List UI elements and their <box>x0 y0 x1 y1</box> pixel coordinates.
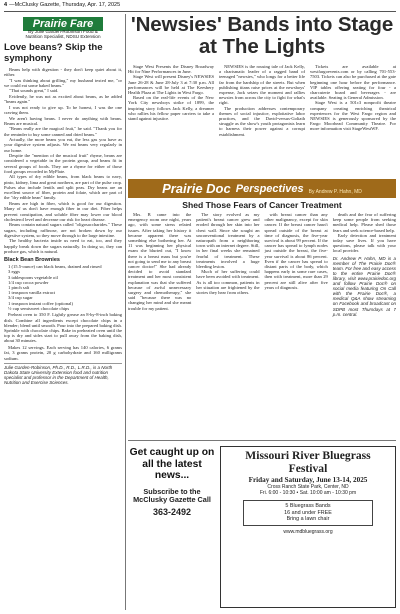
ad-highlights-box <box>243 500 373 526</box>
prairie-fare-headline: Love beans? Skip the symphony <box>4 41 103 64</box>
prairie-doc-logo: Prairie Doc <box>162 181 231 196</box>
prairie-fare-logo: Prairie Fare <box>4 14 122 28</box>
paper-dateline: —McClusky Gazette, Thursday, Apr. 17, 2025 <box>9 2 121 8</box>
ad-dates: Friday and Saturday, June 13-14, 2025 <box>248 476 368 484</box>
prairie-doc-banner <box>128 179 396 198</box>
article-column: Tickets are available at westfargoevents.com or by calling 701-553-7503. Tickets can also be purchased at the gate beginning one hour before the performance. VIP tables offering seating for four - a charcuterie board and beverages - are available. Seating is General Admission. Stage West is a 501c3 nonprofit theatre company creating enriching theatrical experiences for the West Fargo region and NEWSIES is generously sponsored by the Fargo Moorhead Community Theatre. For more information visit StageWestWF. <box>310 64 396 132</box>
column-divider <box>125 14 126 610</box>
article-column: Stage West Presents the Disney Broadway Hit for Nine Performances in June. Stage West will present Disney's NEWSIES June 26-28 & June 28-July 3 at 7:30 p.m. All performances will be held at The Keesbery Health Plaza at The Lights in West Fargo. Based on the real-life events of the New York City newsboys strike of 1899, the inspiring story follows Jack Kelly, a dreamer who rallies his fellow paper carriers to take a stand against injustice. <box>128 64 214 122</box>
article-column: death and the fear of suffering keep some people from seeking medical help. Please shed those fears and seek science-based help. Early detection and treatment today save lives. If you have questions, please talk with your local provider. Dr. Andrew P. Hahn, MD is a member of The Prairie Doc® team. For free and easy access to the entire Prairie Doc® library, visit www.prairiedoc.org and follow Prairie Doc® on social media featuring On Call with the Prairie Doc®, a medical Q&A show streaming on Facebook and broadcast on SDPB most Thursdays at 7 p.m. central. <box>332 212 396 317</box>
newsies-headline: 'Newsies' Bands into Stage at The Lights <box>130 13 394 58</box>
ad-website-link[interactable]: www.mdbluegrass.org <box>283 528 333 535</box>
page-header <box>4 2 396 12</box>
section-divider <box>128 440 396 441</box>
promo-subscribe-text: Subscribe to the McClusky Gazette Call <box>133 486 211 505</box>
recipe <box>4 264 122 361</box>
subscribe-promo <box>128 447 216 607</box>
recipe-ingredient: 3/4 cup sugar <box>8 295 33 301</box>
prairie-doc-headline: Shed Those Fears of Cancer Treatment <box>182 200 342 210</box>
newsies-article-body <box>128 64 396 179</box>
promo-phone: 363-2492 <box>152 506 192 517</box>
prairie-doc-logo-suffix: Perspectives <box>235 182 304 195</box>
recipe-title: Black Bean Brownies <box>4 257 60 264</box>
prairie-doc-byline: By Andrew P. Hahn, MD <box>308 188 362 195</box>
recipe-yield: Makes 12 servings. Each serving has 140 calories, 6 grams fat, 3 grams protein, 20 g carbohydrate and 160 milligrams sodium. <box>4 345 122 361</box>
recipe-ingredient: ½ cup semisweet chocolate chips <box>8 305 70 311</box>
prairie-doc-body <box>128 212 396 438</box>
ad-times: Fri. 6:00 - 10:30 • Sat. 10:00 am - 10:30 pm <box>259 490 357 496</box>
newsies-headline-block <box>128 14 396 58</box>
recipe-ingredient: 1 pinch salt <box>8 284 30 290</box>
prairie-doc-author-bio: Dr. Andrew P. Hahn, MD is a member of The Prairie Doc® team. For free and easy access to the entire Prairie Doc® library, visit www.prairiedoc.org and follow Prairie Doc® on social media featuring On Call with the Prairie Doc®, a medical Q&A show streaming on Facebook and broadcast on SDPB most Thursdays at 7 p.m. central. <box>332 255 396 317</box>
article-column: Mrs. B came into the emergency room one night, years ago, with some stress related issues. After taking her history it became apparent there was something else bothering her. At 11 was beginning her physical exam she blurted out, "I know there is a breast mass but you're not going to send me to any breast cancer doctor!" She had already decided to avoid standard treatment and her most consistent explanation was that she suffered because of awful unnecessary surgery and chemotherapy," she said "because there was no changing her mind and she meant trouble for my patient. <box>128 212 192 311</box>
recipe-ingredient: 3 eggs <box>8 269 20 275</box>
bluegrass-festival-ad <box>220 446 396 608</box>
recipe-ingredient: 3 tablespoons vegetable oil <box>8 274 58 280</box>
prairie-fare-author-bio: Julie Garden-Robinson, Ph.D., R.D., L.R.D., is a North Dakota State University Extension food and nutrition specialist and professor in the Department of Health, Nutrition and Exercise Sciences. <box>4 363 122 386</box>
ad-highlight: 16 and under FREE <box>284 509 332 516</box>
recipe-ingredient: 1 teaspoon instant coffee (optional) <box>8 300 73 306</box>
prairie-fare-column <box>4 14 122 610</box>
article-column: with breast cancer than any other malignancy, except for skin cancer. If the breast cancer hasn't spread outside of the breast at time of diagnosis, the five-year survival is about 99 percent. If the cancer has spread to lymph nodes just outside the breast, the five-year survival is about 86 percent. Even if the cancer has spread to distant parts of the body, which happens early in some rare cases, then with treatment, more than 29 percent are still alive after five years of diagnosis. <box>264 212 328 290</box>
ad-highlight: Bring a lawn chair <box>286 516 330 523</box>
prairie-fare-byline: By Julie Garden-Robinson Food & Nutrition Specialist, NDSU Extension <box>25 29 101 40</box>
recipe-directions: Preheat oven to 350 F. Lightly grease an 8-by-8-inch baking dish. Combine all ingredients except chocolate chips in a blender; blend until smooth. Pour into the prepared baking dish. Sprinkle with chocolate chips. Bake in preheated oven until the top is dry and sides start to pull away from the baking dish, about 30 minutes. <box>4 312 122 344</box>
ad-highlight: 5 Bluegrass Bands <box>285 503 331 509</box>
recipe-ingredient: 1 teaspoon vanilla extract <box>8 290 56 296</box>
prairie-fare-body: Beans help with digestion - they don't keep quiet about it, either. "I was thinking about grilling," my husband texted me, "or we could eat some baked beans." "That sounds great," I said. Evidently, he was not as excited about beans, as he added "beans again." I was not ready to give up. To be honest, I was the one craving them. We aren't having beans. I never do anything with beans. Beans are musical. "Beans really are the magical fruit," he said. "Thank you for the reminder to buy some canned and dried beans." Actually, the more beans you eat, the less gas you have as your digestive system adjusts. We eat beans very regularly in our home. Despite the "mention of the musical fruit" rhyme, beans are considered a vegetable in the protein group, and beans fit in several groups of foods. They are a rhyme for either of those food groups recorded in MyPlate. All types of dry edible beans, from black beans to navy, pinto, kidney, lima and great northern, are part of the pulse crop. Pulses also include lentils and split peas. Dry beans are an excellent source of fiber, protein and folate, which are part of the "dry edible bean" family. Beans are high in fiber, which is good for our digestion. Many of us don't have enough fiber in our diet. Fiber helps prevent constipation, and soluble fiber may lower our blood cholesterol level and decrease our risk for heart disease. Beans contain natural sugars called "oligosaccharides." These sugars, including raffinose, are not broken down by our digestive system, so they move through to the large intestine. The healthy bacteria inside us need to eat, too, and they happily break down the sugars naturally. In doing so, they can produce gas, which is natural. <box>4 66 122 254</box>
article-column: NEWSIES is the rousing tale of Jack Kelly, a charismatic leader of a ragged band of teenaged "newsies," who longs for a better life far from the hardship of the streets. But when publishing titans raise prices at the newsboys' expense, Jack seizes the moment and rallies newsies from across the city to fight for what's right. The production addresses contemporary themes of social injustice, exploitative labor practices, and the David-versus-Goliath struggle as the show's youth protagonists learn to harness their power against a corrupt establishment. <box>219 64 305 137</box>
recipe-ingredient: 1 (15.5-ounce) can black beans, drained and rinsed <box>8 264 102 270</box>
promo-headline: Get caught up on all the latest news... <box>129 447 215 482</box>
ad-venue: Cross Ranch State Park, Center, ND <box>267 484 349 490</box>
page-number: 4 <box>4 2 8 8</box>
article-column: The story evolved as my patient's breast cancer grew and eroded through her skin into her chest wall. Since she sought an unconventional treatment by a naturopath from a neighboring town with an internet degree. Still, in her final weeks she remained fearful of treatment. These treatments involved a huge bleeding lesion. Much of her suffering could have been avoided with treatment. As is all too common, patients in her situation are frightened by the stories they hear from others. <box>196 212 260 296</box>
ad-title: Missouri River Bluegrass Festival <box>245 449 371 475</box>
recipe-ingredient: 1/4 cup cocoa powder <box>8 279 49 285</box>
